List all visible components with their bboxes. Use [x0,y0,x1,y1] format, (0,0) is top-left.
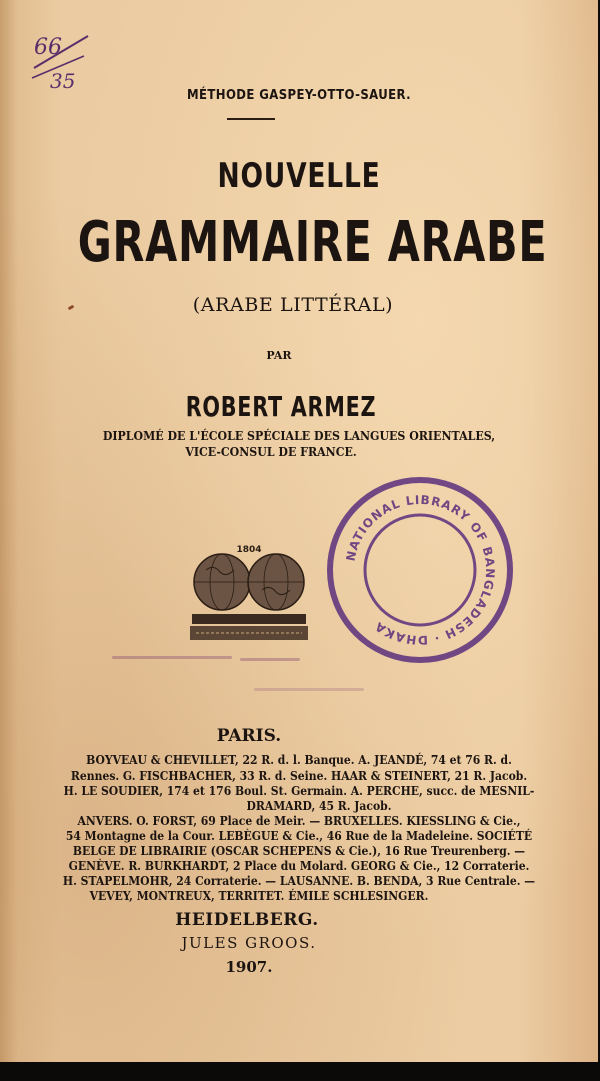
publisher-line: BOYVEAU & CHEVILLET, 22 R. d. l. Banque. A. JEANDÉ, 74 et 76 R. d. [86,753,512,767]
title-line-2: GRAMMAIRE ARABE [77,210,548,275]
scan-border [0,1062,600,1081]
publisher-line: VEVEY, MONTREUX, TERRITET. ÉMILE SCHLESINGER. [89,889,429,903]
publisher-line: ANVERS. O. FORST, 69 Place de Meir. — BRUXELLES. KIESSLING & Cie., [77,814,521,828]
library-stamp [322,474,518,666]
svg-text:35: 35 [50,69,76,93]
author-credential-2: VICE-CONSUL DE FRANCE. [185,444,357,459]
by-label: PAR [266,349,292,362]
stain [112,656,232,659]
svg-text:66: 66 [34,35,62,60]
emblem-year: 1804 [236,545,262,555]
stain [240,658,300,661]
publisher-line: 54 Montagne de la Cour. LEBÈGUE & Cie., 46 Rue de la Madeleine. SOCIÉTÉ [65,829,533,843]
publication-year: 1907. [225,958,273,976]
publisher-line: H. STAPELMOHR, 24 Corraterie. — LAUSANNE. B. BENDA, 3 Rue Centrale. — [62,874,536,888]
title-divider [227,118,275,120]
stamp-text: NATIONAL LIBRARY OF BANGLADESH · DHAKA [343,492,498,648]
publisher-city: PARIS. [216,726,282,746]
series-line: MÉTHODE GASPEY-OTTO-SAUER. [186,88,412,103]
subtitle: (ARABE LITTÉRAL) [192,294,394,316]
publisher-line: H. LE SOUDIER, 174 et 176 Boul. St. Germain. A. PERCHE, succ. de MESNIL- [63,784,535,798]
printer-city: HEIDELBERG. [175,910,319,930]
publisher-line: GENÈVE. R. BURKHARDT, 2 Place du Molard. GEORG & Cie., 12 Corraterie. [68,859,530,873]
publisher-line: DRAMARD, 45 R. Jacob. [246,799,392,813]
publisher-line: Rennes. G. FISCHBACHER, 33 R. d. Seine. HAAR & STEINERT, 21 R. Jacob. [70,769,528,783]
title-line-1: NOUVELLE [217,156,381,196]
globe-emblem [186,540,312,646]
author-name: ROBERT ARMEZ [185,390,377,423]
stain [254,688,364,691]
printer-name: JULES GROOS. [181,934,317,952]
publisher-line: BELGE DE LIBRAIRIE (OSCAR SCHEPENS & Cie.), 16 Rue Treurenberg. — [72,844,526,858]
author-credential-1: DIPLOMÉ DE L'ÉCOLE SPÉCIALE DES LANGUES ORIENTALES, [102,428,496,443]
